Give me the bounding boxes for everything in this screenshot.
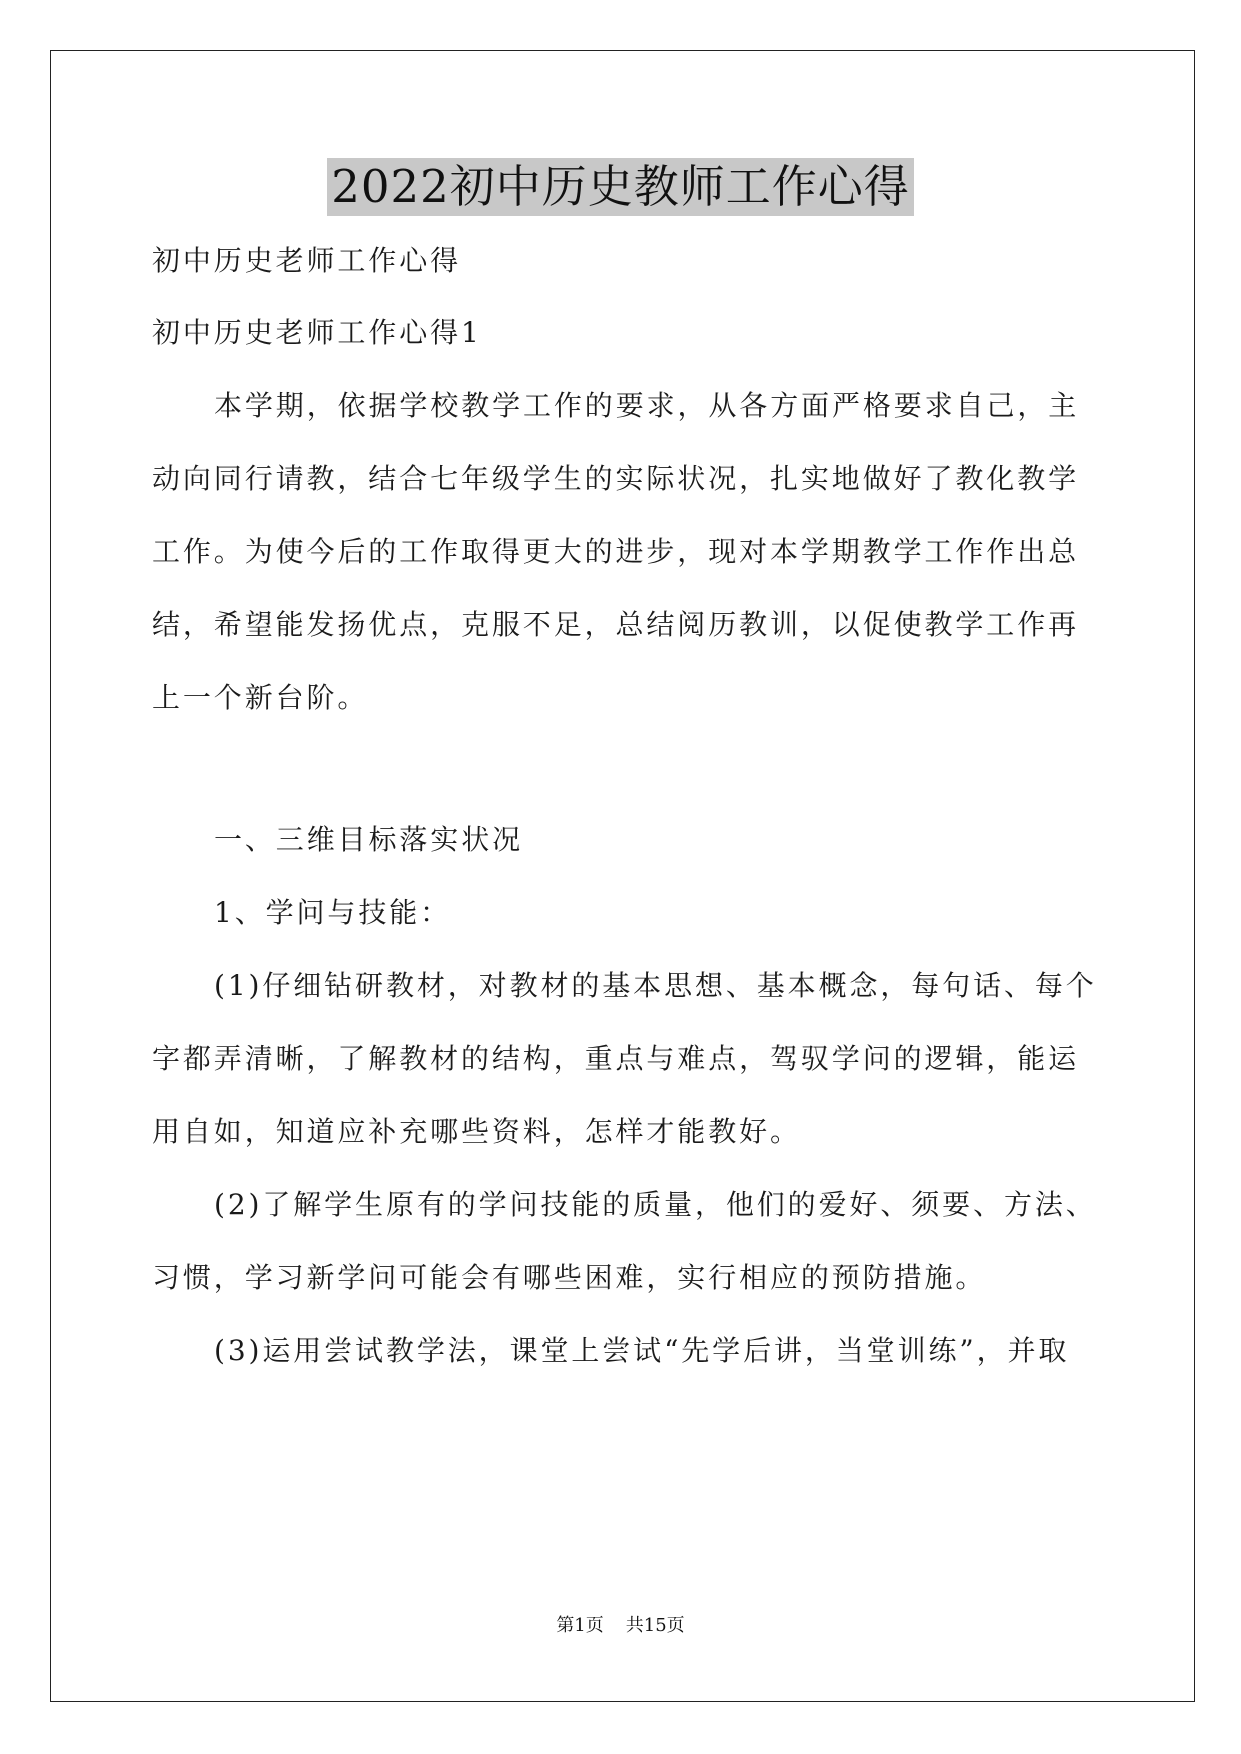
paragraph-line: 字都弄清晰，了解教材的结构，重点与难点，驾驭学问的逻辑，能运 [152, 1042, 1080, 1075]
section-heading: 一、三维目标落实状况 [214, 823, 524, 856]
paragraph-line: (1)仔细钻研教材，对教材的基本思想、基本概念，每句话、每个 [214, 969, 1097, 1002]
paragraph-line: 结，希望能发扬优点，克服不足，总结阅历教训，以促使教学工作再 [152, 608, 1080, 641]
paragraph-line: 习惯，学习新学问可能会有哪些困难，实行相应的预防措施。 [152, 1261, 987, 1294]
paragraph-line: 上一个新台阶。 [152, 681, 369, 714]
heading-line: 初中历史老师工作心得 [152, 244, 462, 277]
paragraph-line: 动向同行请教，结合七年级学生的实际状况，扎实地做好了教化教学 [152, 462, 1080, 495]
page-footer [0, 1614, 1241, 1638]
page-total: 共15页 [625, 1615, 685, 1636]
paragraph-line: (3)运用尝试教学法，课堂上尝试“先学后讲，当堂训练”，并取 [214, 1334, 1070, 1367]
paragraph-line: (2)了解学生原有的学问技能的质量，他们的爱好、须要、方法、 [214, 1188, 1097, 1221]
document-title: 2022初中历史教师工作心得 [327, 158, 914, 216]
page-number: 第1页 [556, 1615, 604, 1636]
heading-line: 初中历史老师工作心得1 [152, 316, 482, 349]
page-border [50, 50, 1195, 1702]
paragraph-line: 本学期，依据学校教学工作的要求，从各方面严格要求自己，主 [214, 389, 1080, 422]
paragraph-line: 用自如，知道应补充哪些资料，怎样才能教好。 [152, 1115, 801, 1148]
title-container [0, 158, 1241, 216]
paragraph-line: 工作。为使今后的工作取得更大的进步，现对本学期教学工作作出总 [152, 535, 1080, 568]
subsection-heading: 1、学问与技能： [214, 896, 452, 929]
